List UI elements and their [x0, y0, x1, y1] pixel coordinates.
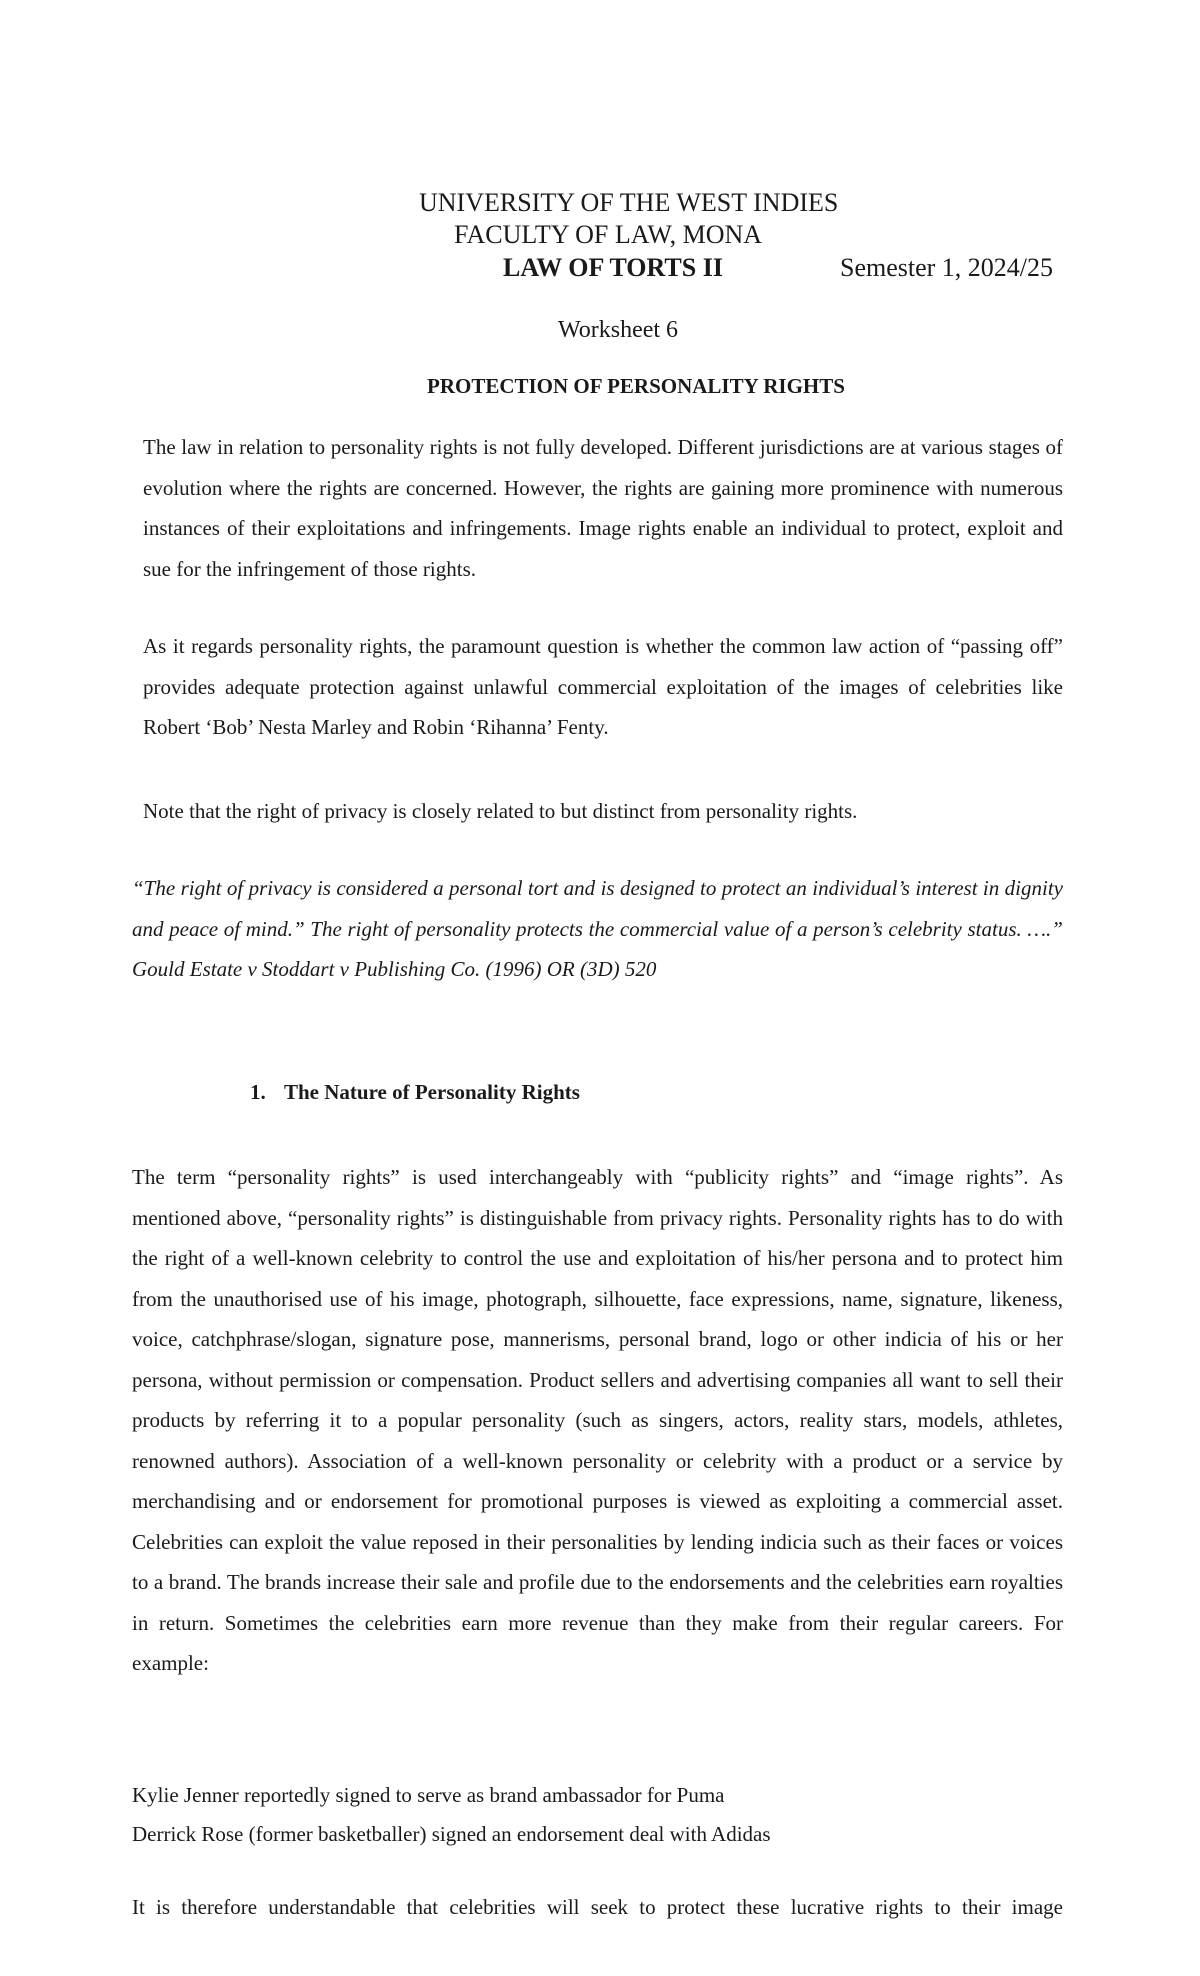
case-quote: “The right of privacy is considered a personal tort and is designed to protect an individual’s interest in dignity and peace of mind.” The right of personality protects the commercial value of a person’s celebrity status. ….” Gould Estate v Stoddart v Publishing Co. (1996) OR (3D) 520	[132, 876, 1063, 981]
intro-paragraph-3: Note that the right of privacy is closely related to but distinct from personality rights.	[143, 799, 858, 823]
section-title-text: The Nature of Personality Rights	[284, 1080, 580, 1104]
course-name: LAW OF TORTS II	[503, 253, 723, 282]
intro-paragraph-1: The law in relation to personality rights is not fully developed. Different jurisdictions are at various stages of evolution where the rights are concerned. However, the rights are gaining more prominence with numerous instances of their exploitations and infringements. Image rights enable an individual to protect, exploit and sue for the infringement of those rights.	[143, 435, 1063, 581]
semester-label: Semester 1, 2024/25	[840, 253, 1054, 282]
course-title	[503, 255, 723, 281]
document-title: PROTECTION OF PERSONALITY RIGHTS	[427, 374, 845, 398]
university-name: UNIVERSITY OF THE WEST INDIES	[419, 188, 839, 217]
section-number: 1.	[250, 1080, 266, 1104]
worksheet-label: Worksheet 6	[558, 317, 679, 343]
intro-paragraph-2: As it regards personality rights, the paramount question is whether the common law action of “passing off” provides adequate protection against unlawful commercial exploitation of the images of celebrities like Robert ‘Bob’ Nesta Marley and Robin ‘Rihanna’ Fenty.	[143, 634, 1063, 739]
example-item: Kylie Jenner reportedly signed to serve as brand ambassador for Puma	[132, 1783, 725, 1807]
section-paragraph: The term “personality rights” is used interchangeably with “publicity rights” and “image rights”. As mentioned above, “personality rights” is distinguishable from privacy rights. Personality rights has to do with the right of a well-known celebrity to control the use and exploitation of his/her persona and to protect him from the unauthorised use of his image, photograph, silhouette, face expressions, name, signature, likeness, voice, catchphrase/slogan, signature pose, mannerisms, personal brand, logo or other indicia of his or her persona, without permission or compensation. Product sellers and advertising companies all want to sell their products by referring it to a popular personality (such as singers, actors, reality stars, models, athletes, renowned authors). Association of a well-known personality or celebrity with a product or a service by merchandising and or endorsement for promotional purposes is viewed as exploiting a commercial asset. Celebrities can exploit the value reposed in their personalities by lending indicia such as their faces or voices to a brand. The brands increase their sale and profile due to the endorsements and the celebrities earn royalties in return. Sometimes the celebrities earn more revenue than they make from their regular careers. For example:	[132, 1165, 1063, 1675]
faculty-name: FACULTY OF LAW, MONA	[454, 220, 763, 249]
example-item: Derrick Rose (former basketballer) signed an endorsement deal with Adidas	[132, 1822, 771, 1846]
closing-paragraph: It is therefore understandable that celebrities will seek to protect these lucrative rights to their image	[132, 1895, 1063, 1919]
section-heading	[250, 1082, 580, 1103]
